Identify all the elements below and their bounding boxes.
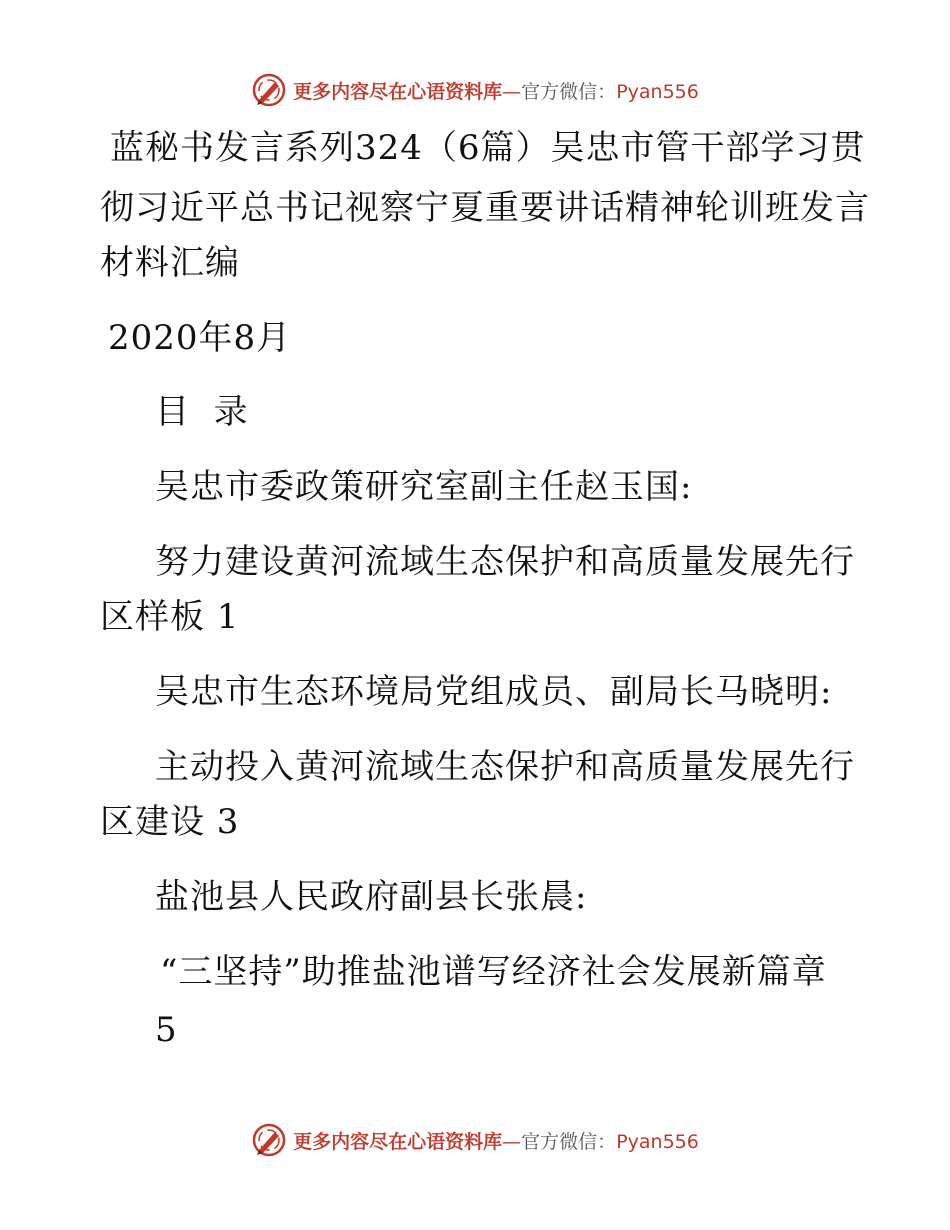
toc-entry-1-title-line-1: 努力建设黄河流域生态保护和高质量发展先行 [155,542,855,582]
document-title-line-1: 蓝秘书发言系列324（6篇）吴忠市管干部学习贯 [110,128,866,168]
document-date: 2020年8月 [108,318,292,358]
pen-logo-icon [251,1122,287,1158]
watermark-dash: — [502,80,522,103]
watermark-site-text: 更多内容尽在心语资料库 [293,80,503,103]
watermark-dash: — [502,1130,522,1153]
toc-entry-2-title-line-2: 区建设 3 [100,802,240,842]
toc-entry-2-speaker: 吴忠市生态环境局党组成员、副局长马晓明: [155,672,833,712]
watermark-site-text: 更多内容尽在心语资料库 [293,1130,503,1153]
document-title-line-3: 材料汇编 [100,243,240,283]
pen-logo-icon [251,72,287,108]
watermark-wechat-id: Pyan556 [616,1130,699,1153]
toc-entry-3-speaker: 盐池县人民政府副县长张晨: [155,877,588,917]
toc-entry-2-title-line-1: 主动投入黄河流域生态保护和高质量发展先行 [155,747,855,787]
watermark-wechat-label: 官方微信： [521,80,617,103]
toc-entry-1-speaker: 吴忠市委政策研究室副主任赵玉国: [155,467,693,507]
watermark-banner-top [0,70,950,110]
toc-heading: 目 录 [155,392,249,432]
document-title-line-2: 彻习近平总书记视察宁夏重要讲话精神轮训班发言 [100,188,870,228]
watermark-wechat-id: Pyan556 [616,80,699,103]
toc-entry-3-title-line-1: “三坚持”助推盐池谱写经济社会发展新篇章 [160,952,827,992]
toc-entry-3-title-line-2: 5 [155,1010,178,1050]
watermark-wechat-label: 官方微信： [521,1130,617,1153]
watermark-text [293,1127,699,1154]
watermark-text [293,77,699,104]
watermark-banner-bottom [0,1120,950,1160]
toc-entry-1-title-line-2: 区样板 1 [100,597,240,637]
